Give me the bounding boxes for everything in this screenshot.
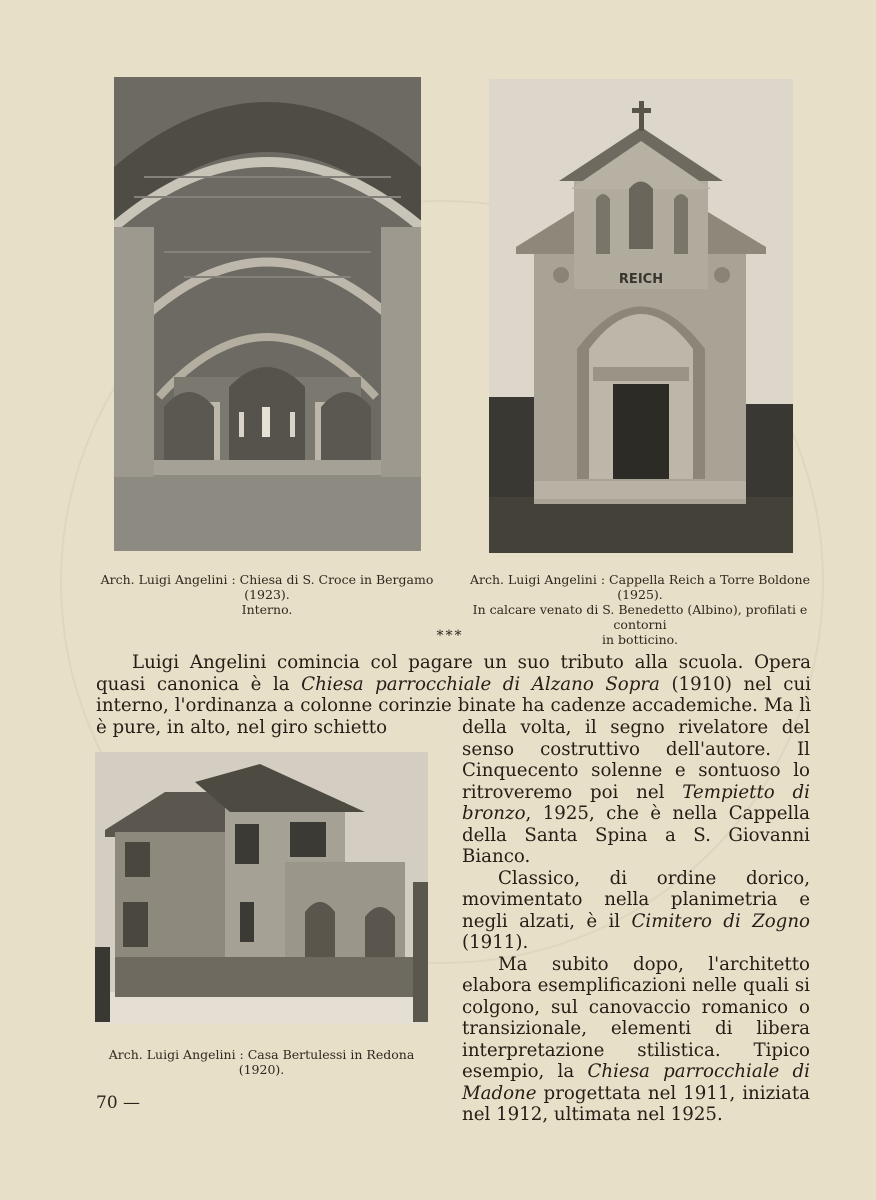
body-text: , 1925, che è nella Cappella della Santa Spina a S. Giovanni Bianco. xyxy=(462,803,810,867)
italic-title: Tempietto di bronzo xyxy=(462,781,811,824)
caption-church-interior-line2: Interno. xyxy=(241,602,293,617)
body-text: (1911). xyxy=(462,932,529,953)
body-right-column xyxy=(462,717,810,1126)
chapel-illustration xyxy=(489,79,793,553)
photo-casa-bertulessi xyxy=(95,752,428,1024)
body-paragraph-3 xyxy=(462,954,810,1126)
page-number: 70 — xyxy=(96,1093,141,1113)
caption-casa-bertulessi: Arch. Luigi Angelini : Casa Bertulessi in Redona (1920). xyxy=(108,1047,415,1077)
photo-cappella-reich xyxy=(489,79,793,553)
body-text: della volta, il segno rivelatore del senso costruttivo dell'autore. Il Cinquecento solenne e sontuoso lo ritroveremo poi nel xyxy=(462,717,810,803)
caption-cappella-reich-line3: in botticino. xyxy=(602,632,678,647)
body-text: progettata nel 1911, iniziata nel 1912, ultimata nel 1925. xyxy=(462,1082,810,1125)
section-separator: *** xyxy=(436,628,464,644)
body-paragraph-1-continued xyxy=(462,717,810,868)
body-text: (1910) nel cui interno, l'ordinanza a colonne corinzie binate ha cadenze accademiche. Ma lì è pure, in alto, nel giro schietto xyxy=(96,673,811,738)
caption-church-interior xyxy=(92,572,442,617)
caption-cappella-reich xyxy=(465,572,815,647)
caption-cappella-reich-line1: Arch. Luigi Angelini : Cappella Reich a Torre Boldone (1925). xyxy=(470,572,810,602)
caption-cappella-reich-line2: In calcare venato di S. Benedetto (Albino), profilati e contorni xyxy=(472,602,808,632)
body-text: Luigi Angelini comincia col pagare un suo tributo alla scuola. Opera quasi canonica è la xyxy=(96,652,811,695)
body-paragraph-2 xyxy=(462,868,810,954)
church-interior-illustration xyxy=(114,77,421,551)
photo-church-interior xyxy=(114,77,421,551)
chapel-inscription: REICH xyxy=(618,272,664,287)
caption-church-interior-line1: Arch. Luigi Angelini : Chiesa di S. Croce in Bergamo (1923). xyxy=(100,572,434,602)
italic-title: Chiesa parrocchiale di Alzano Sopra xyxy=(301,673,660,695)
body-text: Ma subito dopo, l'architetto elabora esemplificazioni nelle quali si colgono, sul canovaccio romanico o transizionale, elementi di libera interpretazione stilistica. Tipico esempio, la xyxy=(462,953,810,1082)
house-illustration xyxy=(95,752,428,1024)
body-text: Classico, di ordine dorico, movimentato nella planimetria e negli alzati, è il xyxy=(462,867,810,932)
italic-title: Cimitero di Zogno xyxy=(631,910,810,932)
italic-title: Chiesa parrocchiale di Madone xyxy=(462,1061,810,1104)
